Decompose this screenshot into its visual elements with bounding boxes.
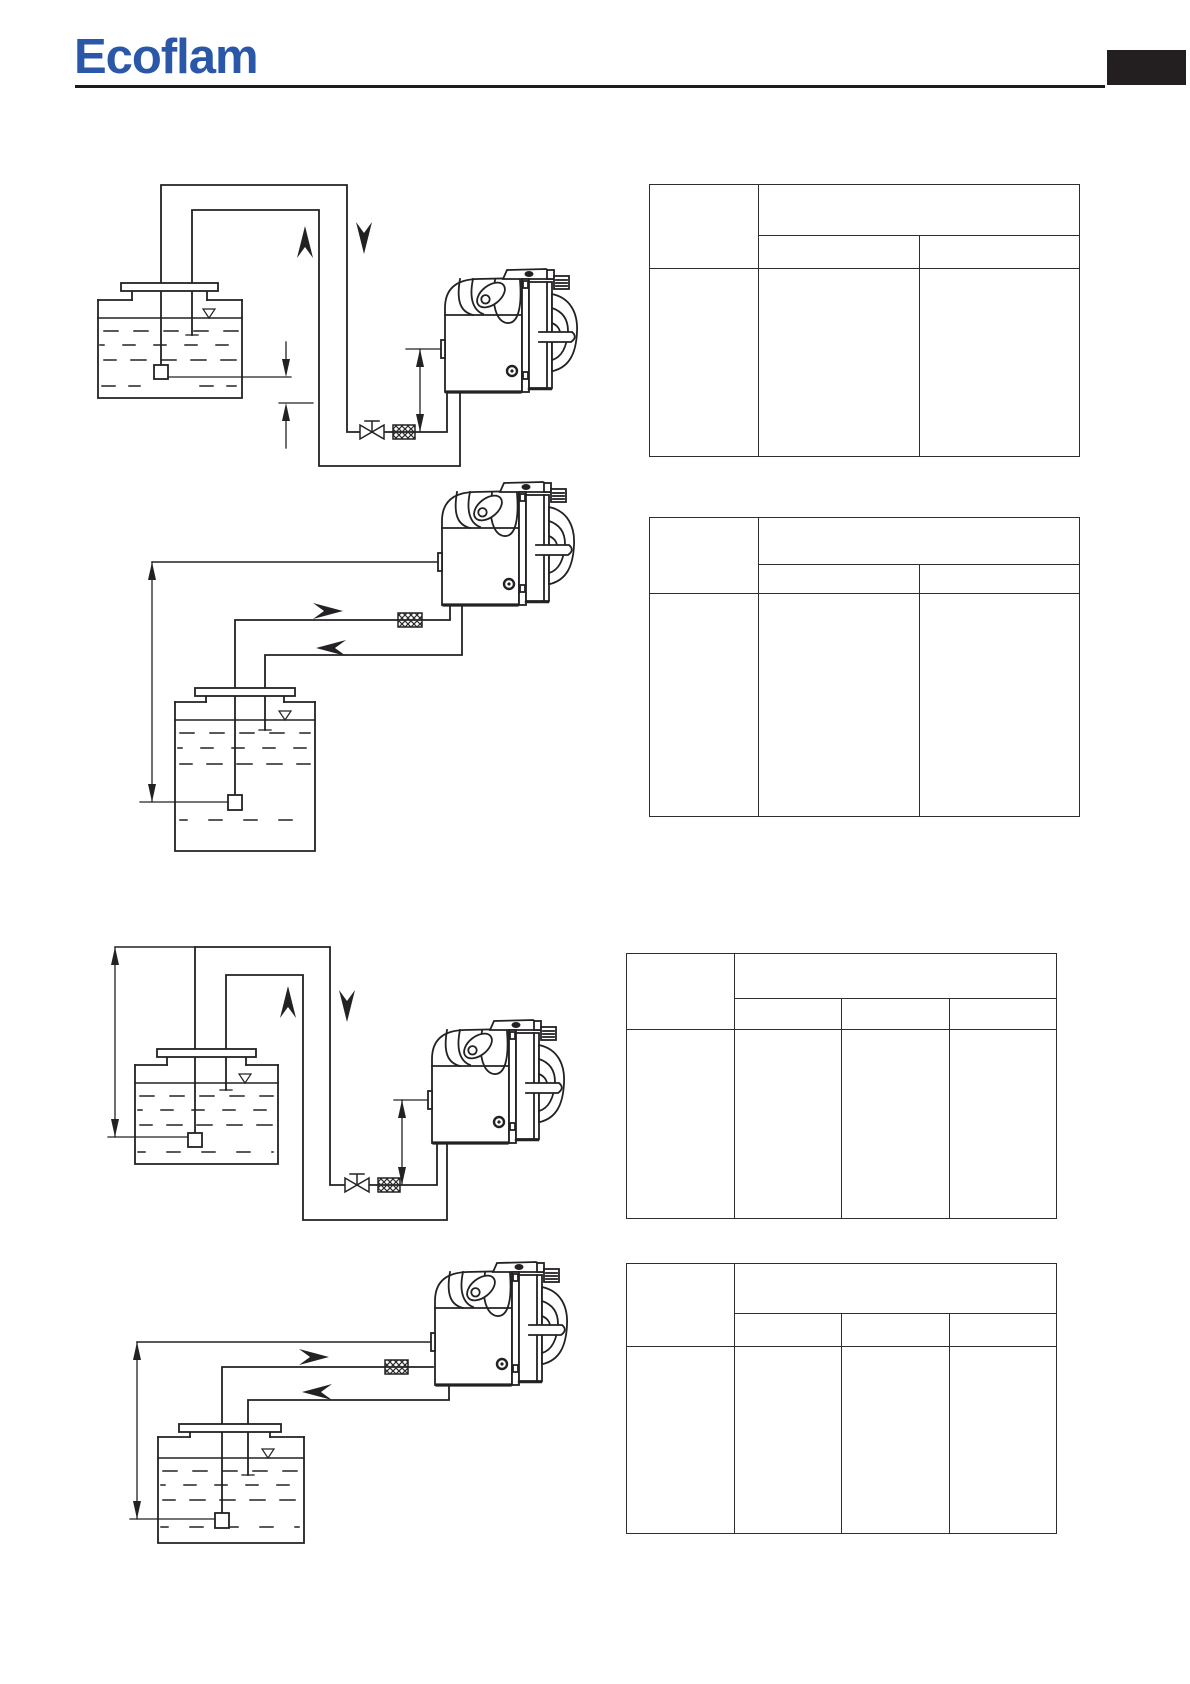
- pump-height-dimension: [394, 1100, 430, 1185]
- ecoflam-logo: Ecoflam: [74, 30, 258, 84]
- table-header-span-cell: [758, 185, 1079, 235]
- table-body-cell: [841, 1346, 949, 1533]
- table-body-cell: [627, 1029, 734, 1218]
- spec-table-3: [626, 953, 1057, 1219]
- flow-arrow-right-icon: [313, 603, 343, 619]
- line-filter-icon: [385, 1360, 408, 1374]
- shutoff-valve-icon: [345, 1174, 369, 1192]
- oil-level-marker-icon: [262, 1449, 274, 1458]
- table-header-left-cell: [650, 185, 758, 268]
- table-body-cell: [627, 1346, 734, 1533]
- flow-arrow-down-icon: [339, 990, 355, 1022]
- table-subheader-cell: [919, 564, 1079, 593]
- suction-line: [195, 947, 437, 1185]
- foot-valve-icon: [154, 365, 168, 379]
- flow-arrow-down-icon: [356, 222, 372, 254]
- foot-valve-icon: [228, 795, 242, 810]
- table-subheader-cell: [758, 235, 919, 268]
- table-subheader-cell: [949, 998, 1056, 1029]
- line-filter-icon: [393, 425, 415, 439]
- return-line: [265, 606, 462, 730]
- table-subheader-cell: [949, 1313, 1056, 1346]
- flow-arrow-up-icon: [280, 986, 296, 1018]
- table-body-cell: [758, 268, 919, 456]
- table-body-cell: [949, 1346, 1056, 1533]
- flow-arrow-up-icon: [297, 226, 313, 258]
- suction-line: [222, 1367, 433, 1513]
- foot-valve-icon: [188, 1133, 202, 1147]
- spec-table-4: [626, 1263, 1057, 1534]
- diagram-2-suction-lift: [140, 482, 574, 851]
- table-header-span-cell: [758, 518, 1079, 564]
- flow-arrow-left-icon: [316, 640, 346, 656]
- spec-table-1: [649, 184, 1080, 457]
- line-filter-icon: [398, 613, 422, 627]
- table-subheader-cell: [841, 1313, 949, 1346]
- table-body-cell: [734, 1346, 841, 1533]
- table-body-cell: [734, 1029, 841, 1218]
- oil-level-marker-icon: [203, 309, 215, 318]
- table-subheader-cell: [841, 998, 949, 1029]
- oil-tank: [135, 1049, 278, 1164]
- flow-arrow-left-icon: [302, 1384, 332, 1400]
- line-filter-icon: [378, 1178, 400, 1192]
- diagram-3-tank-raised: [108, 947, 564, 1220]
- oil-level-marker-icon: [279, 711, 291, 720]
- shutoff-valve-icon: [360, 421, 384, 439]
- table-subheader-cell: [734, 998, 841, 1029]
- oil-tank: [175, 688, 315, 851]
- height-dimension: [140, 562, 228, 802]
- table-subheader-cell: [758, 564, 919, 593]
- table-subheader-cell: [919, 235, 1079, 268]
- diagram-4-suction-lift: [130, 1262, 567, 1543]
- foot-valve-icon: [215, 1513, 229, 1528]
- spec-table-2: [649, 517, 1080, 817]
- table-body-cell: [650, 268, 758, 456]
- oil-tank: [98, 283, 242, 398]
- height-dimension: [108, 947, 188, 1137]
- table-header-left-cell: [650, 518, 758, 593]
- table-body-cell: [758, 593, 919, 816]
- table-body-cell: [919, 268, 1079, 456]
- oil-tank: [158, 1424, 304, 1543]
- table-body-cell: [841, 1029, 949, 1218]
- table-subheader-cell: [734, 1313, 841, 1346]
- diagram-1-tank-raised: [98, 185, 577, 466]
- table-body-cell: [919, 593, 1079, 816]
- table-header-left-cell: [627, 1264, 734, 1346]
- suction-line: [235, 606, 450, 795]
- flow-arrow-right-icon: [299, 1349, 329, 1365]
- table-body-cell: [650, 593, 758, 816]
- table-header-left-cell: [627, 954, 734, 1029]
- table-body-cell: [949, 1029, 1056, 1218]
- table-header-span-cell: [734, 954, 1056, 998]
- table-header-span-cell: [734, 1264, 1056, 1313]
- oil-level-marker-icon: [239, 1074, 251, 1083]
- height-dimension: [168, 342, 313, 448]
- pump-height-dimension: [406, 349, 443, 432]
- return-line: [226, 975, 447, 1220]
